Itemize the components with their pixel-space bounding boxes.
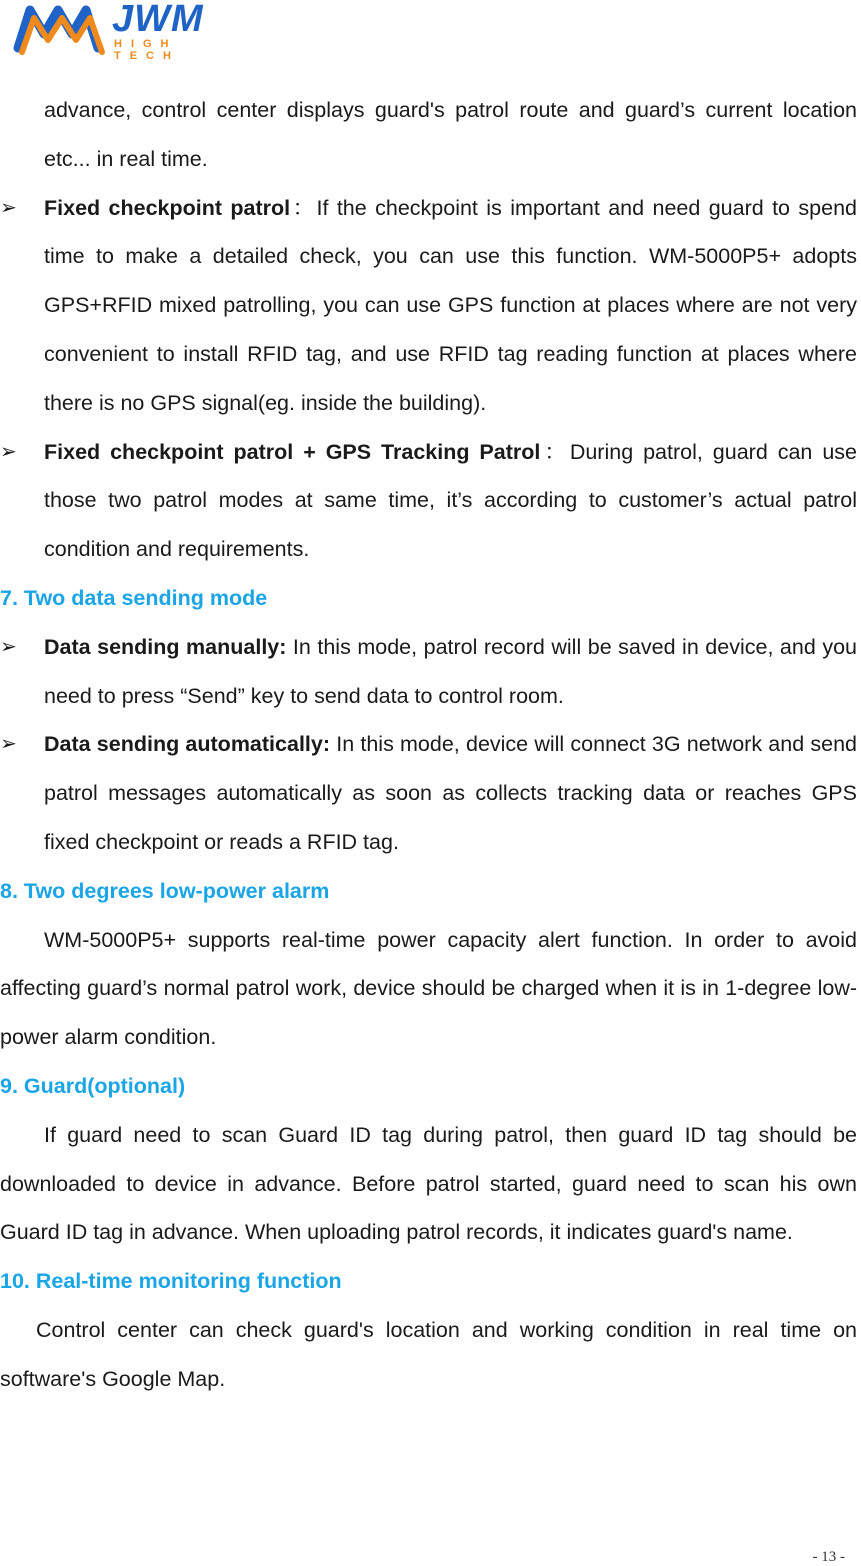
arrow-bullet-icon: ➢ — [0, 440, 17, 463]
bullet-text: If the checkpoint is important and need guard to spend time to make a detailed check, you can use this function. WM-5000P5+ adopts GPS+RFID mixed patrolling, you can use GPS function at places where are not very convenient to install RFID tag, and use RFID tag reading function at places where there is no GPS signal(eg. inside the building). — [44, 195, 857, 415]
paragraph-monitoring: Control center can check guard's location and working condition in real time on software's Google Map. — [0, 1317, 857, 1391]
document-body — [0, 86, 857, 1404]
section-heading-10: 10. Real-time monitoring function — [0, 1269, 342, 1294]
bullet-title: Data sending manually: — [44, 634, 287, 659]
logo-wordmark: JWM — [112, 0, 204, 40]
bullet-fixed-checkpoint: ➢ Fixed checkpoint patrol：If the checkpoint is important and need guard to spend time to make a detailed check, you can use this function. WM-5000P5+ adopts GPS+RFID mixed patrolling, you can use GPS function at places where are not very convenient to install RFID tag, and use RFID tag reading function at places where there is no GPS signal(eg. inside the building). — [0, 184, 857, 428]
arrow-bullet-icon: ➢ — [0, 733, 17, 756]
logo-tagline: HIGH TECH — [114, 38, 180, 62]
bullet-text: In this mode, patrol record will be saved in device, and you need to press “Send” key to send data to control room. — [44, 634, 857, 708]
paragraph-low-power: WM-5000P5+ supports real-time power capacity alert function. In order to avoid affecting guard’s normal patrol work, device should be charged when it is in 1-degree low-power alarm condition. — [0, 927, 857, 1050]
bullet-text: In this mode, device will connect 3G network and send patrol messages automatically as soon as collects tracking data or reaches GPS fixed checkpoint or reads a RFID tag. — [44, 732, 857, 854]
section-heading-8: 8. Two degrees low-power alarm — [0, 878, 330, 903]
bullet-manual-sending — [0, 623, 857, 721]
jwm-logo-icon — [8, 0, 108, 56]
page-number: - 13 - — [812, 1549, 845, 1565]
bullet-text: During patrol, guard can use those two patrol modes at same time, it’s according to customer’s actual patrol condition and requirements. — [44, 439, 857, 562]
bullet-title: Data sending automatically: — [44, 732, 331, 757]
bullet-title: Fixed checkpoint patrol + GPS Tracking Patrol — [44, 439, 541, 464]
paragraph-guard: If guard need to scan Guard ID tag during patrol, then guard ID tag should be downloaded to device in advance. Before patrol started, guard need to scan his own Guard ID tag in advance. When uploading patrol records, it indicates guard's name. — [0, 1122, 857, 1245]
bullet-fixed-gps: ➢ Fixed checkpoint patrol + GPS Tracking Patrol：During patrol, guard can use those two patrol modes at same time, it’s according to customer’s actual patrol condition and requirements. — [0, 428, 857, 574]
arrow-bullet-icon: ➢ — [0, 635, 17, 658]
section-heading-7: 7. Two data sending mode — [0, 585, 268, 610]
section-heading-9: 9. Guard(optional) — [0, 1073, 186, 1098]
bullet-title: Fixed checkpoint patrol — [44, 195, 291, 220]
bullet-auto-sending — [0, 720, 857, 866]
continued-paragraph: advance, control center displays guard's patrol route and guard’s current location etc... in real time. — [44, 98, 857, 171]
arrow-bullet-icon: ➢ — [0, 196, 17, 219]
company-logo — [8, 0, 218, 62]
